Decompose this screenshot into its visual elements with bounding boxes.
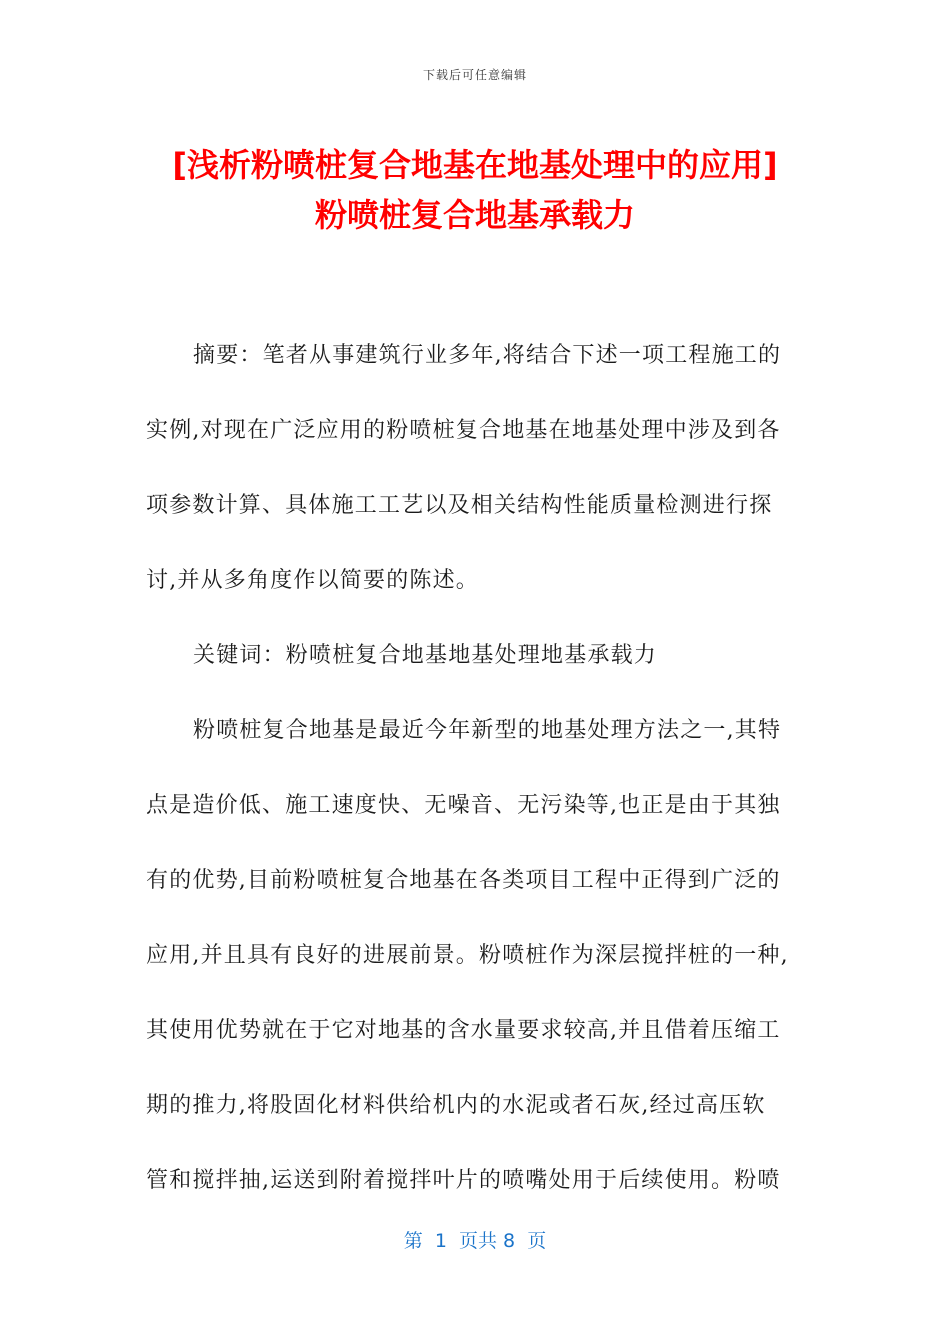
- paragraph-line: 有的优势,目前粉喷桩复合地基在各类项目工程中正得到广泛的: [146, 868, 781, 893]
- page-number-footer: 第 1 页共 8 页: [403, 1230, 547, 1252]
- paragraph-line: 粉喷桩复合地基是最近今年新型的地基处理方法之一,其特: [193, 718, 782, 743]
- paragraph-line: 管和搅拌抽,运送到附着搅拌叶片的喷嘴处用于后续使用。粉喷: [146, 1168, 781, 1193]
- title-line-2: 粉喷桩复合地基承载力: [314, 196, 635, 234]
- abstract-line: 实例,对现在广泛应用的粉喷桩复合地基在地基处理中涉及到各: [146, 418, 781, 443]
- paragraph-line: 点是造价低、施工速度快、无噪音、无污染等,也正是由于其独: [146, 793, 781, 818]
- document-title: [60, 140, 890, 240]
- document-body: [146, 318, 806, 1218]
- abstract-line: 项参数计算、具体施工工艺以及相关结构性能质量检测进行探: [146, 493, 773, 518]
- abstract-line: 讨,并从多角度作以简要的陈述。: [146, 568, 479, 593]
- page-header-note: 下载后可任意编辑: [422, 68, 527, 82]
- abstract-line: 摘要：笔者从事建筑行业多年,将结合下述一项工程施工的: [193, 343, 782, 368]
- keywords-line: 关键词：粉喷桩复合地基地基处理地基承载力: [193, 643, 658, 668]
- paragraph-line: 其使用优势就在于它对地基的含水量要求较高,并且借着压缩工: [146, 1018, 781, 1043]
- paragraph-line: 期的推力,将股固化材料供给机内的水泥或者石灰,经过高压软: [146, 1093, 766, 1118]
- title-line-1: [浅析粉喷桩复合地基在地基处理中的应用]: [172, 146, 778, 184]
- paragraph-line: 应用,并且具有良好的进展前景。粉喷桩作为深层搅拌桩的一种,: [146, 943, 789, 968]
